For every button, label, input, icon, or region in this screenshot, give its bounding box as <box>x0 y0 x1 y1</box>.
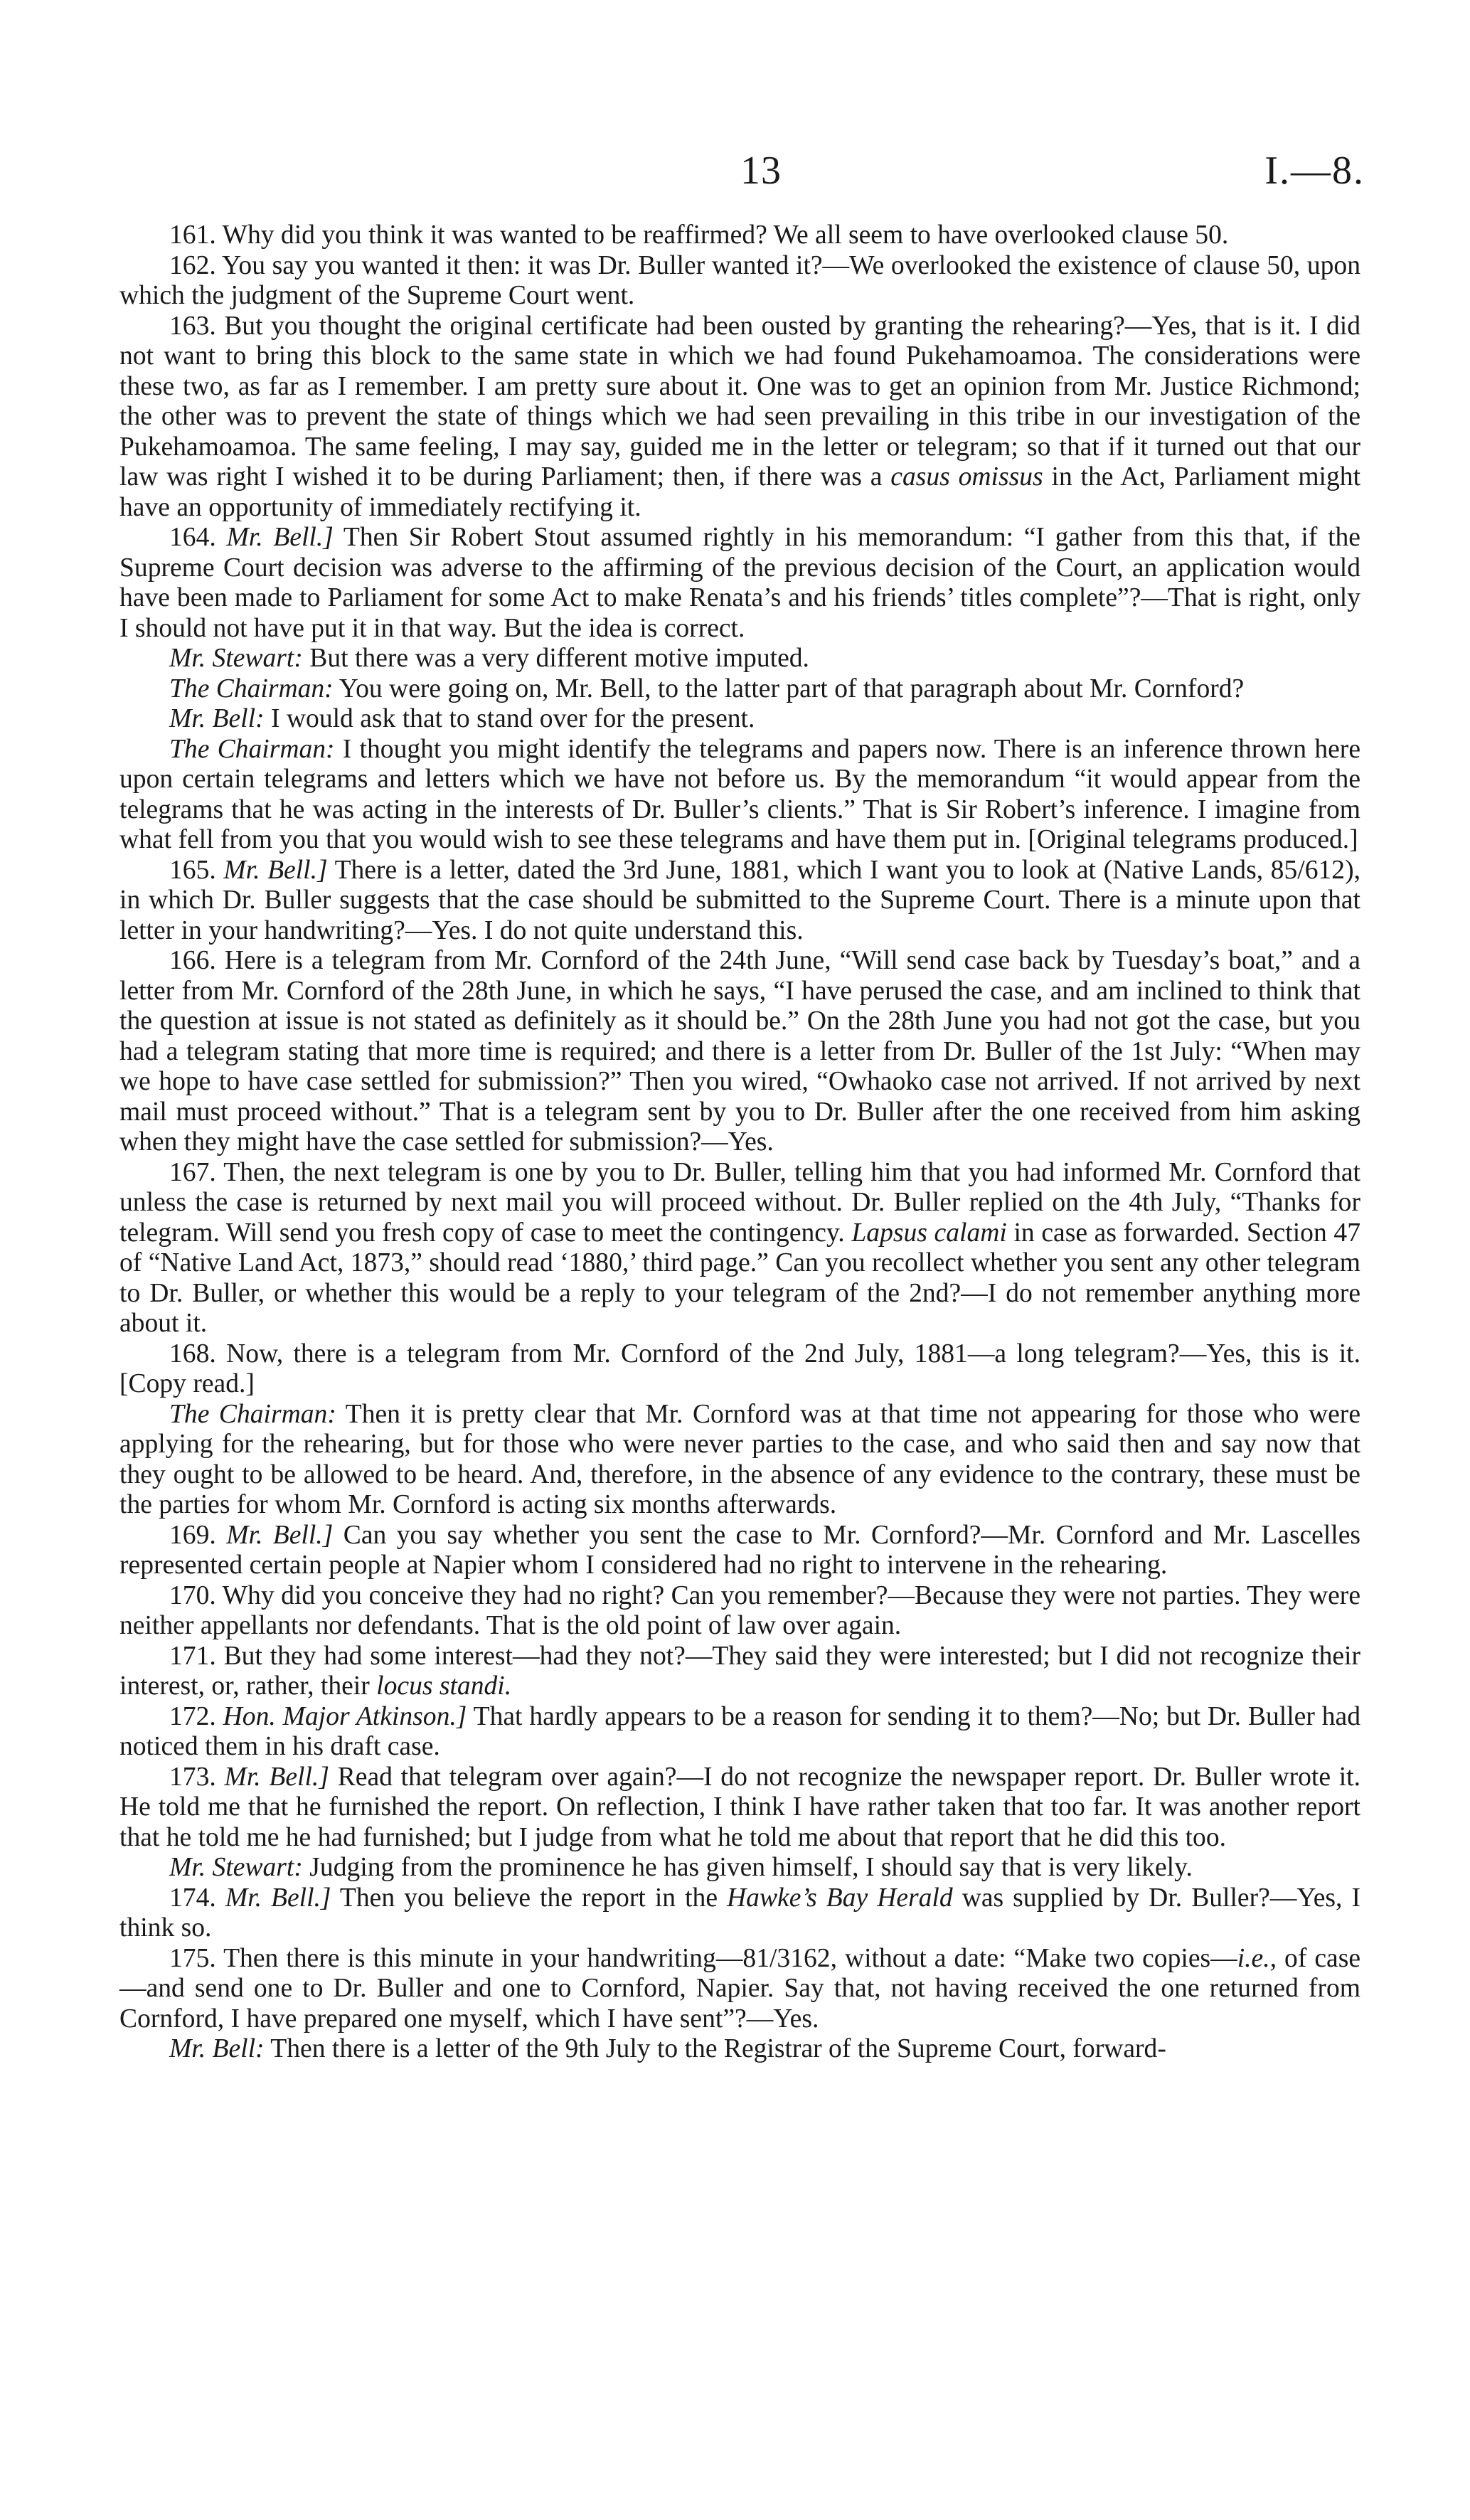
paragraph-171: 171. But they had some interest—had they not?—They said they were interested; but I did not recognize their interest, or, rather, their locus standi. <box>119 1641 1360 1701</box>
page-body <box>119 220 1360 2065</box>
paragraph-172: 172. Hon. Major Atkinson.] That hardly appears to be a reason for sending it to them?—No; but Dr. Buller had noticed them in his draft case. <box>119 1701 1360 1761</box>
paragraph-163: 163. But you thought the original certificate had been ousted by granting the rehearing?—Yes, that is it. I did not want to bring this block to the same state in which we had found Pukehamoamoa. The considerations were these two, as far as I remember. I am pretty sure about it. One was to get an opinion from Mr. Justice Richmond; the other was to prevent the state of things which we had seen prevailing in this tribe in our investigation of the Pukehamoamoa. The same feeling, I may say, guided me in the letter or telegram; so that if it turned out that our law was right I wished it to be during Parliament; then, if there was a casus omissus in the Act, Parliament might have an opportunity of immediately rectifying it. <box>119 311 1361 522</box>
page-number: 13 <box>740 149 782 193</box>
remark-chairman-1: The Chairman: You were going on, Mr. Bell, to the latter part of that paragraph about Mr. Cornford? <box>169 674 1245 703</box>
remark-chairman-2: The Chairman: I thought you might identify the telegrams and papers now. There is an inference thrown here upon certain telegrams and letters which we have not before us. By the memorandum “it would appear from the telegrams that he was acting in the interests of Dr. Buller’s clients.” That is Sir Robert’s inference. I imagine from what fell from you that you would wish to see these telegrams and have them put in. [Original telegrams produced.] <box>119 734 1360 854</box>
remark-stewart-1: Mr. Stewart: But there was a very different motive imputed. <box>169 644 809 673</box>
paragraph-173: 173. Mr. Bell.] Read that telegram over again?—I do not recognize the newspaper report. Dr. Buller wrote it. He told me that he furnished the report. On reflection, I think I have rather taken that too far. It was another report that he told me he had furnished; but I judge from what he told me about that report that he did this too. <box>119 1762 1361 1852</box>
paragraph-166: 166. Here is a telegram from Mr. Cornford of the 24th June, “Will send case back by Tuesday’s boat,” and a letter from Mr. Cornford of the 28th June, in which he says, “I have perused the case, and am inclined to think that the question at issue is not stated as definitely as it should be.” On the 28th June you had not got the case, but you had a telegram stating that more time is required; and there is a letter from Dr. Buller of the 1st July: “When may we hope to have case settled for submission?” Then you wired, “Owhaoko case not arrived. If not arrived by next mail must proceed without.” That is a telegram sent by you to Dr. Buller after the one received from him asking when they might have the case settled for submission?—Yes. <box>119 946 1360 1157</box>
paragraph-169: 169. Mr. Bell.] Can you say whether you sent the case to Mr. Cornford?—Mr. Cornford and Mr. Lascelles represented certain people at Napier whom I considered had no right to intervene in the rehearing. <box>119 1520 1360 1580</box>
paragraph-170: 170. Why did you conceive they had no right? Can you remember?—Because they were not parties. They were neither appellants nor defendants. That is the old point of law over again. <box>119 1580 1360 1640</box>
paragraph-162: 162. You say you wanted it then: it was Dr. Buller wanted it?—We overlooked the existence of clause 50, upon which the judgment of the Supreme Court went. <box>119 250 1360 310</box>
paragraph-165: 165. Mr. Bell.] There is a letter, dated the 3rd June, 1881, which I want you to look at (Native Lands, 85/612), in which Dr. Buller suggests that the case should be submitted to the Supreme Court. There is a minute upon that letter in your handwriting?—Yes. I do not quite understand this. <box>119 855 1360 945</box>
paragraph-174: 174. Mr. Bell.] Then you believe the report in the Hawke’s Bay Herald was supplied by Dr. Buller?—Yes, I think so. <box>119 1883 1360 1942</box>
remark-stewart-2: Mr. Stewart: Judging from the prominence he has given himself, I should say that is very likely. <box>169 1853 1193 1882</box>
remark-bell-1: Mr. Bell: I would ask that to stand over for the present. <box>169 704 755 733</box>
paragraph-161: 161. Why did you think it was wanted to be reaffirmed? We all seem to have overlooked clause 50. <box>169 220 1229 250</box>
document-reference: I.—8. <box>1264 149 1365 193</box>
paragraph-168: 168. Now, there is a telegram from Mr. Cornford of the 2nd July, 1881—a long telegram?—Yes, this is it. [Copy read.] <box>119 1339 1360 1398</box>
paragraph-167: 167. Then, the next telegram is one by you to Dr. Buller, telling him that you had informed Mr. Cornford that unless the case is returned by next mail you will proceed without. Dr. Buller replied on the 4th July, “Thanks for telegram. Will send you fresh copy of case to meet the contingency. Lapsus calami in case as forwarded. Section 47 of “Native Land Act, 1873,” should read ‘1880,’ third page.” Can you recollect whether you sent any other telegram to Dr. Buller, or whether this would be a reply to your telegram of the 2nd?—I do not remember anything more about it. <box>119 1157 1360 1338</box>
paragraph-175: 175. Then there is this minute in your handwriting—81/3162, without a date: “Make two copies—i.e., of case—and send one to Dr. Buller and one to Cornford, Napier. Say that, not having received the one returned from Cornford, I have prepared one myself, which I have sent”?—Yes. <box>119 1943 1361 2033</box>
paragraph-164: 164. Mr. Bell.] Then Sir Robert Stout assumed rightly in his memorandum: “I gather from this that, if the Supreme Court decision was adverse to the affirming of the previous decision of the Court, an application would have been made to Parliament for some Act to make Renata’s and his friends’ titles complete”?—That is right, only I should not have put it in that way. But the idea is correct. <box>119 523 1360 643</box>
remark-bell-2: Mr. Bell: Then there is a letter of the 9th July to the Registrar of the Supreme Court, forward- <box>169 2034 1166 2063</box>
remark-chairman-3: The Chairman: Then it is pretty clear that Mr. Cornford was at that time not appearing for those who were applying for the rehearing, but for those who were never parties to the case, and who said then and say now that they ought to be allowed to be heard. And, therefore, in the absence of any evidence to the contrary, these must be the parties for whom Mr. Cornford is acting six months afterwards. <box>119 1399 1360 1519</box>
